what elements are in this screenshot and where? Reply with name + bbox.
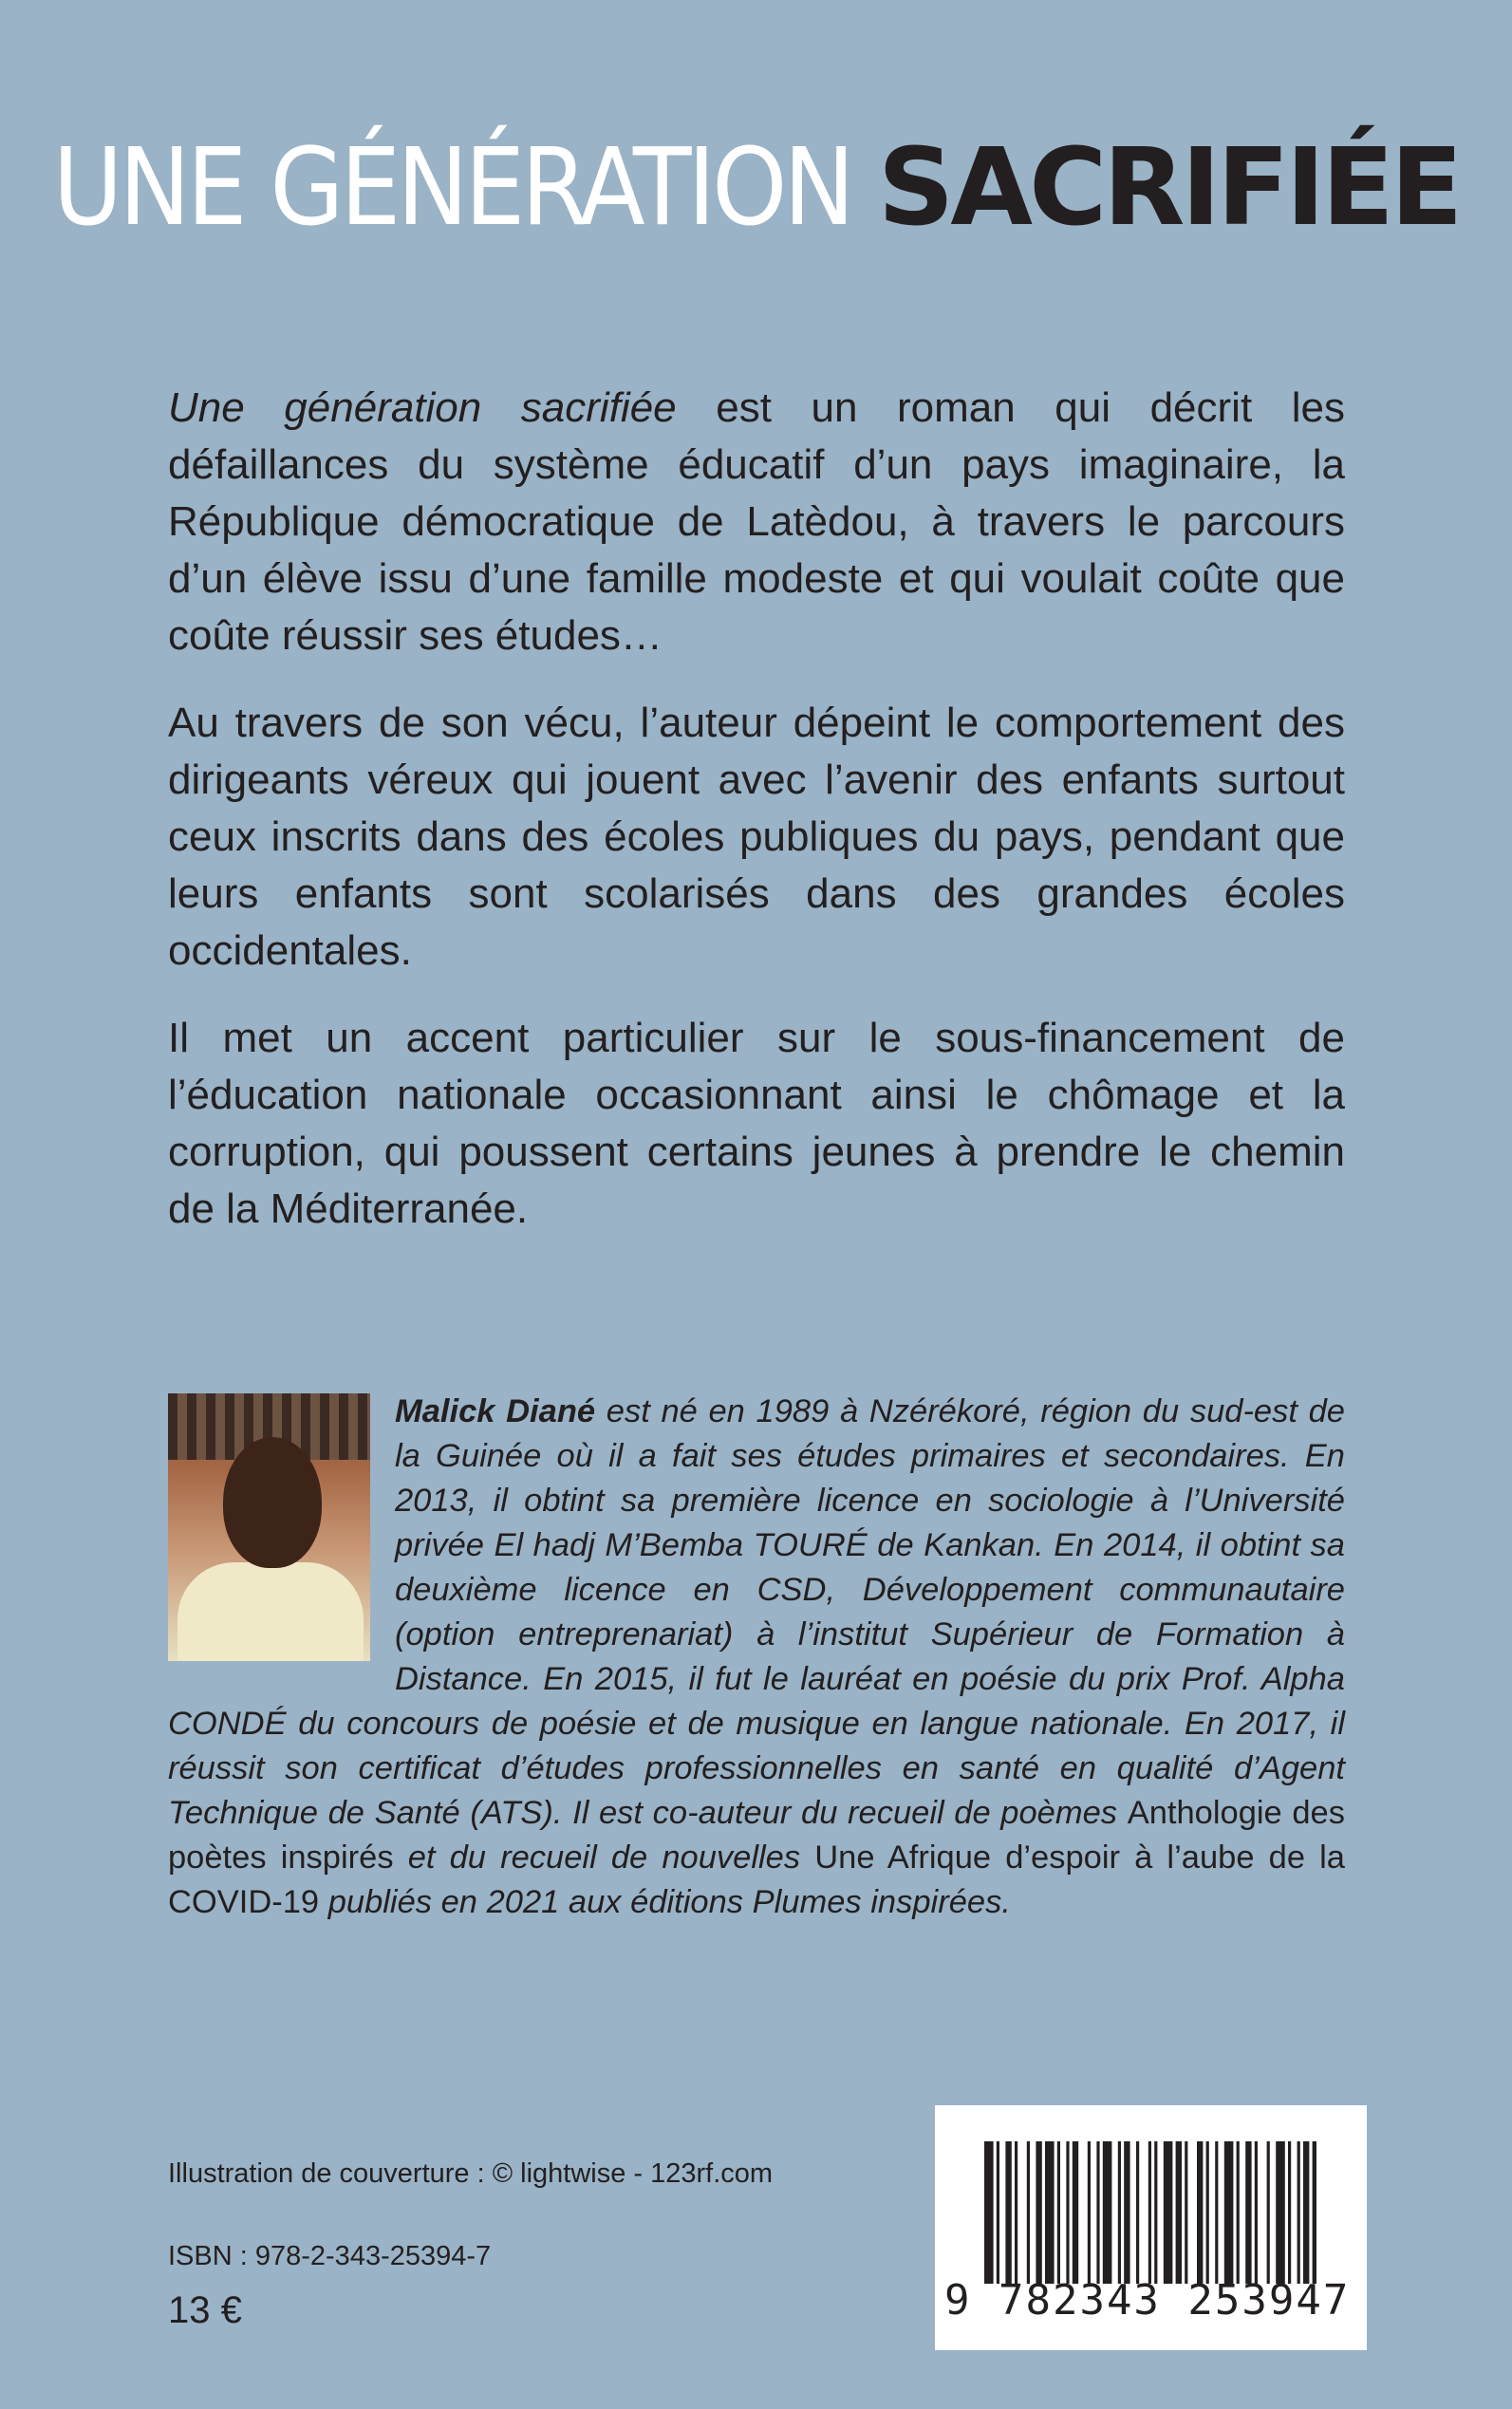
- barcode-digits: 9 782343 253947: [944, 2276, 1351, 2325]
- barcode-bar: [1288, 2141, 1291, 2284]
- title-bold-part: SACRIFIÉE: [877, 126, 1460, 250]
- author-bio-text-2: et du recueil de nouvelles: [393, 1839, 815, 1876]
- author-name: Malick Diané: [395, 1393, 596, 1429]
- barcode-bar: [1103, 2141, 1112, 2284]
- book-summary: [168, 380, 1345, 1268]
- barcode-bar: [1313, 2141, 1316, 2284]
- barcode-bar: [1088, 2141, 1091, 2284]
- barcode-bar: [1045, 2141, 1055, 2284]
- barcode-bar: [1215, 2141, 1218, 2284]
- author-bio-text-1: est né en 1989 à Nzérékoré, région du sud-est de la Guinée où il a fait ses études primaires et secondaires. En 2013, il obtint sa première licence en sociologie à l’Université privée El hadj M’Bemba TOURÉ de Kankan. En 2014, il obtint sa deuxième licence en CSD, Développement communautaire (option entreprenariat) à l’institut Supérieur de Formation à Distance. En 2015, il fut le lauréat en poésie du prix Prof. Alpha CONDÉ du concours de poésie et de musique en langue nationale. En 2017, il réussit son certificat d’études professionnelles en santé en qualité d’Agent Technique de Santé (ATS). Il est co-auteur du recueil de poèmes: [168, 1393, 1345, 1831]
- barcode-bar: [1136, 2141, 1139, 2284]
- barcode-bar: [1224, 2141, 1234, 2284]
- barcode-bar: [1276, 2141, 1285, 2284]
- barcode-bar: [1066, 2141, 1069, 2284]
- barcode-bar: [1245, 2141, 1251, 2284]
- barcode-bar: [1206, 2141, 1209, 2284]
- summary-book-title: Une génération sacrifiée: [168, 384, 677, 431]
- barcode-bar: [1297, 2141, 1300, 2284]
- author-book-2: Une Afrique d’espoir à l’aube de la COVID-19: [168, 1839, 1345, 1920]
- author-photo: [168, 1393, 370, 1661]
- barcode-bar: [997, 2141, 999, 2284]
- barcode-bar: [1154, 2141, 1157, 2284]
- barcode-bar: [1303, 2141, 1309, 2284]
- barcode-bar: [1036, 2141, 1041, 2284]
- barcode-bar: [1185, 2141, 1187, 2284]
- summary-paragraph-1-text: est un roman qui décrit les défaillances du système éducatif d’un pays imaginaire, la République démocratique de Latèdou, à travers le parcours d’un élève issu d’une famille modeste et qui voulait coûte que coûte réussir ses études…: [168, 384, 1345, 659]
- barcode-bar: [1176, 2141, 1182, 2284]
- barcode-bar: [1005, 2141, 1011, 2284]
- summary-paragraph-1: [168, 380, 1345, 664]
- barcode-bar: [1267, 2141, 1270, 2284]
- author-bio: [168, 1390, 1345, 1925]
- barcode-bar: [1124, 2141, 1129, 2284]
- barcode-bar: [984, 2141, 994, 2284]
- barcode-bar: [1148, 2141, 1151, 2284]
- barcode-bar: [1118, 2141, 1121, 2284]
- barcode-bars: [984, 2141, 1316, 2284]
- book-title: [0, 121, 1512, 254]
- author-book-1: Anthologie des poètes inspirés: [168, 1795, 1345, 1876]
- barcode-bar: [1057, 2141, 1060, 2284]
- barcode-bar: [1197, 2141, 1203, 2284]
- barcode-bar: [1096, 2141, 1099, 2284]
- barcode: [935, 2105, 1367, 2350]
- barcode-bar: [1164, 2141, 1173, 2284]
- barcode-bar: [1027, 2141, 1030, 2284]
- summary-paragraph-2: Au travers de son vécu, l’auteur dépeint le comportement des dirigeants véreux qui jouent avec l’avenir des enfants surtout ceux inscrits dans des écoles publiques du pays, pendant que leurs enfants sont scolarisés dans des grandes écoles occidentales.: [168, 700, 1345, 974]
- title-light-part: UNE GÉNÉRATION: [52, 126, 851, 250]
- summary-paragraph-3: Il met un accent particulier sur le sous-financement de l’éducation nationale occasionnant ainsi le chômage et la corruption, qui poussent certains jeunes à prendre le chemin de la Méditerranée.: [168, 1015, 1345, 1232]
- price-text: 13 €: [168, 2289, 242, 2331]
- barcode-bar: [1237, 2141, 1240, 2284]
- cover-credits: Illustration de couverture : © lightwise - 123rf.com: [168, 2158, 774, 2189]
- author-bio-text-3: publiés en 2021 aux éditions Plumes inspirées.: [319, 1884, 1011, 1920]
- barcode-bar: [1015, 2141, 1017, 2284]
- barcode-bar: [1255, 2141, 1258, 2284]
- isbn-text: ISBN : 978-2-343-25394-7: [168, 2241, 492, 2271]
- barcode-bar: [1073, 2141, 1078, 2284]
